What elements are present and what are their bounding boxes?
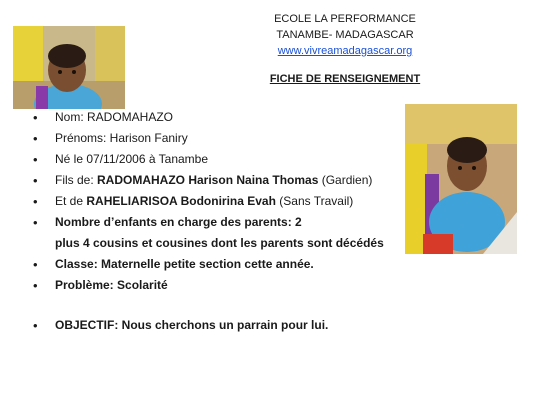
nom-text: Nom: RADOMAHAZO <box>55 110 174 124</box>
mother-role: (Sans Travail) <box>275 194 354 208</box>
spacer <box>33 296 384 315</box>
list-item-birth <box>33 149 384 170</box>
school-location: TANAMBE- MADAGASCAR <box>276 29 414 41</box>
children-count: Nombre d’enfants en charge des parents: 2 <box>55 215 302 229</box>
father-label: Fils de: <box>55 173 98 187</box>
problem-text: Problème: Scolarité <box>55 278 168 292</box>
child-photo-right <box>405 104 517 254</box>
objective-text: Nous cherchons un parrain pour lui. <box>118 318 329 332</box>
list-item-nom <box>33 107 384 128</box>
child-photo-top <box>13 26 125 109</box>
birth-text: Né le 07/11/2006 à Tanambe <box>55 152 209 166</box>
list-item-children <box>33 212 384 233</box>
school-name: ECOLE LA PERFORMANCE <box>274 13 416 25</box>
mother-label: Et de <box>55 194 87 208</box>
school-header <box>215 11 475 87</box>
info-list <box>33 107 384 336</box>
list-item-father <box>33 170 384 191</box>
list-item-mother <box>33 191 384 212</box>
objective-label: OBJECTIF: <box>55 318 119 332</box>
list-item-objective <box>33 315 384 336</box>
list-item-cousins <box>33 233 384 254</box>
mother-name: RAHELIARISOA Bodonirina Evah <box>86 194 276 208</box>
list-item-prenoms <box>33 128 384 149</box>
class-text: Classe: Maternelle petite section cette année. <box>55 257 314 271</box>
document-title: FICHE DE RENSEIGNEMENT <box>269 73 421 85</box>
prenoms-text: Prénoms: Harison Faniry <box>55 131 188 145</box>
list-item-problem <box>33 275 384 296</box>
cousins-text: plus 4 cousins et cousines dont les parents sont décédés <box>55 236 384 250</box>
website-link[interactable]: www.vivreamadagascar.org <box>277 45 413 57</box>
father-role: (Gardien) <box>318 173 373 187</box>
father-name: RADOMAHAZO Harison Naina Thomas <box>97 173 319 187</box>
list-item-class <box>33 254 384 275</box>
